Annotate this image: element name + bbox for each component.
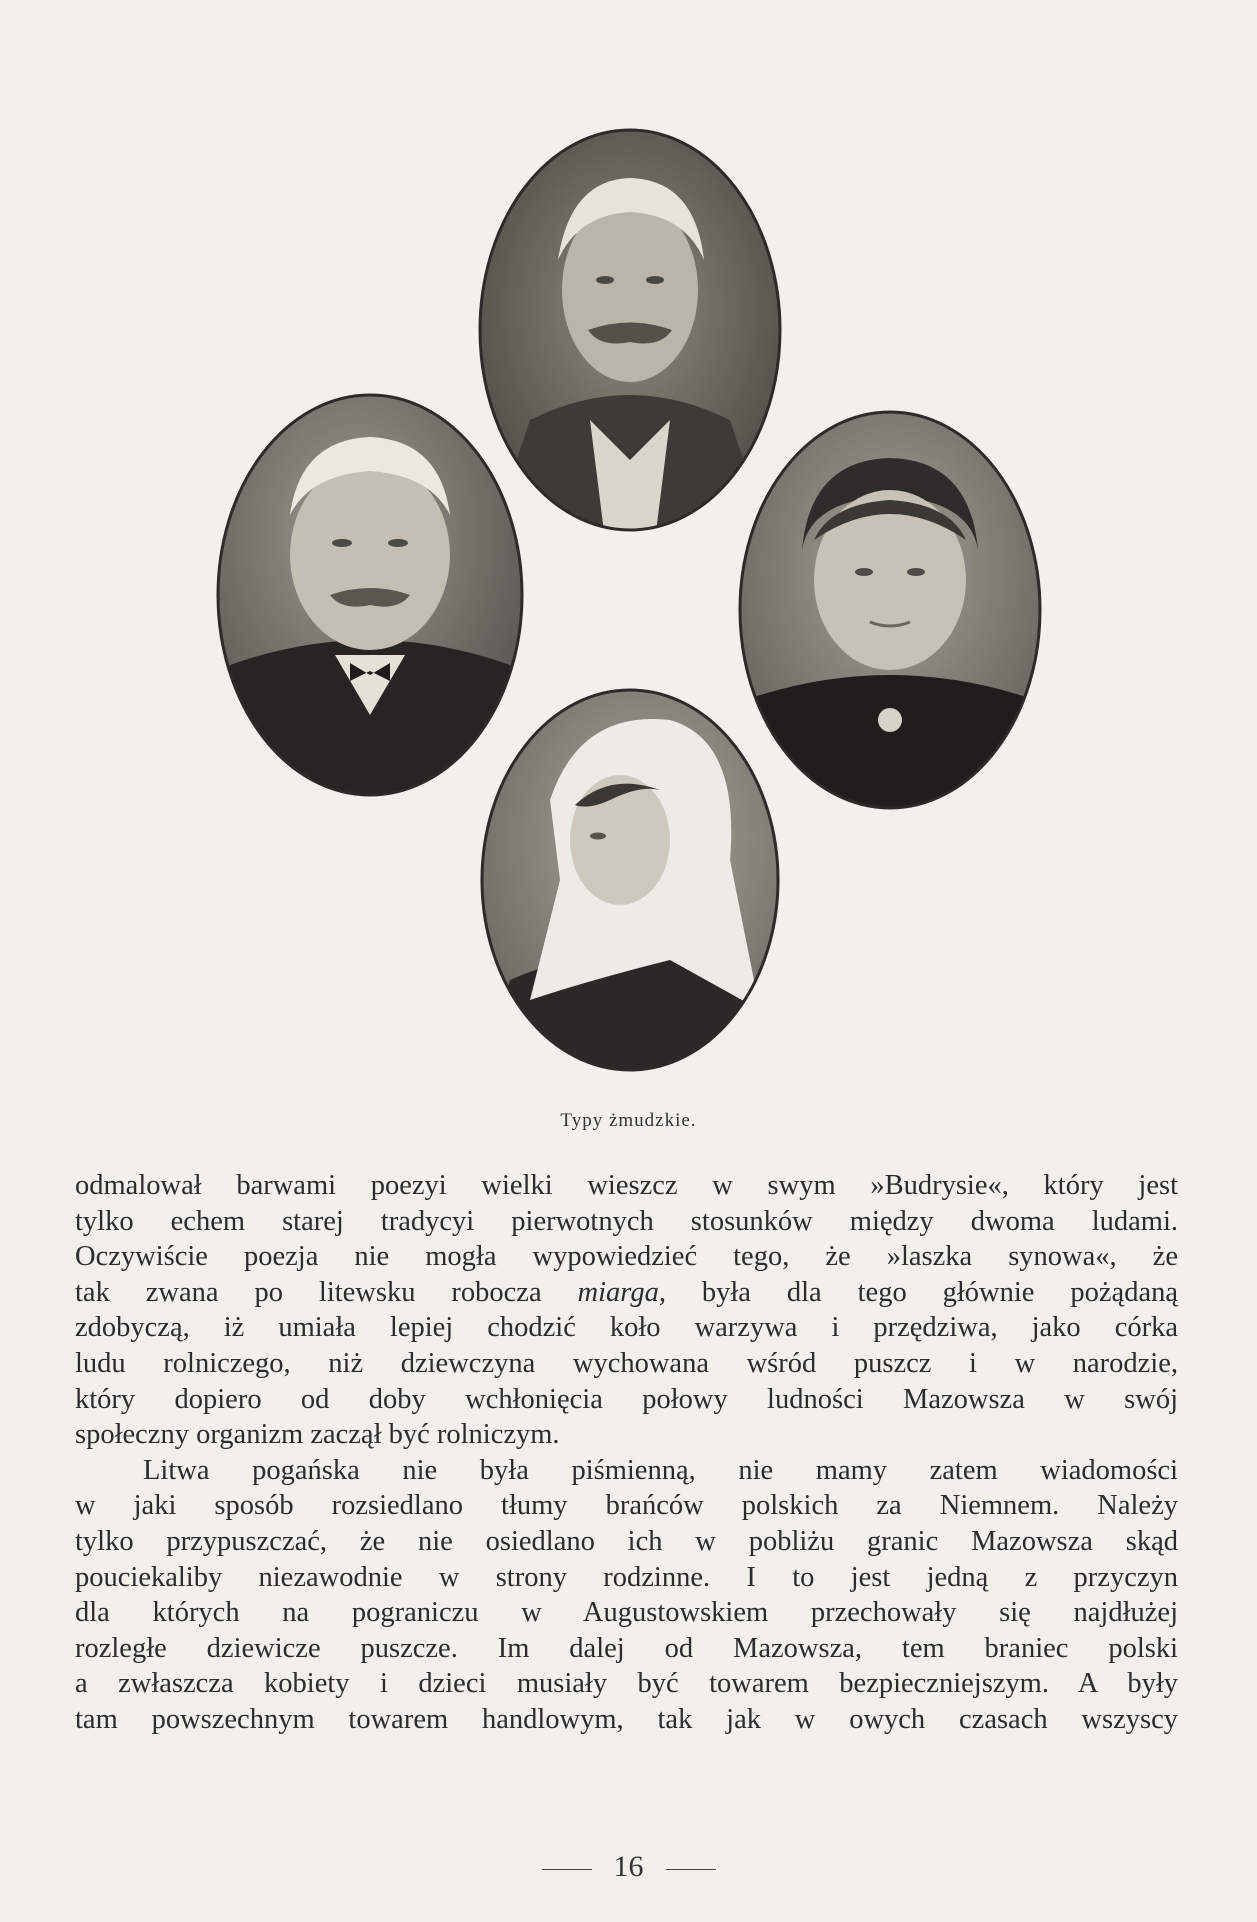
text-line: Oczywiście poezja nie mogła wypowiedzieć tego, że »laszka synowa«, że: [75, 1241, 1178, 1273]
portrait-plate: [200, 120, 1060, 1080]
oval-portrait-bottom-image: [470, 680, 790, 1080]
folio-dash-left: [542, 1869, 592, 1870]
italic-term: miarga: [577, 1276, 659, 1308]
text-line: tam powszechnym towarem handlowym, tak jak w owych czasach wszyscy: [75, 1703, 1178, 1735]
text-line: pouciekaliby niezawodnie w strony rodzinne. I to jest jedną z przyczyn: [75, 1561, 1178, 1593]
text-line: Litwa pogańska nie była piśmienną, nie mamy zatem wiadomości: [143, 1454, 1178, 1486]
text-line: który dopiero od doby wchłonięcia połowy ludności Mazowsza w swój: [75, 1383, 1178, 1415]
text-line: a zwłaszcza kobiety i dzieci musiały być towarem bezpieczniejszym. A były: [75, 1668, 1178, 1700]
text-line: odmalował barwami poezyi wielki wieszcz w swym »Budrysie«, który jest: [75, 1170, 1178, 1201]
text-line: zdobyczą, iż umiała lepiej chodzić koło warzywa i przędziwa, jako córka: [75, 1312, 1178, 1344]
text-line: rozległe dziewicze puszcze. Im dalej od Mazowsza, tem braniec polski: [75, 1632, 1178, 1664]
text-line: społeczny organizm zaczął być rolniczym.: [75, 1419, 560, 1451]
page-number: [0, 1850, 1257, 1884]
page-number-value: 16: [613, 1850, 644, 1883]
figure-caption: Typy żmudzkie.: [560, 1110, 697, 1131]
text-line: w jaki sposób rozsiedlano tłumy brańców polskich za Niemnem. Należy: [75, 1490, 1178, 1522]
body-text: [75, 1168, 1178, 1738]
folio-dash-right: [666, 1869, 716, 1870]
text-line: tylko przypuszczać, że nie osiedlano ich w pobliżu granic Mazowsza skąd: [75, 1525, 1178, 1557]
text-line: ludu rolniczego, niż dziewczyna wychowana wśród puszcz i w narodzie,: [75, 1347, 1178, 1379]
text-line: tak zwana po litewsku robocza miarga, była dla tego głównie pożądaną: [75, 1276, 1178, 1308]
text-line: dla których na pograniczu w Augustowskiem przechowały się najdłużej: [75, 1597, 1178, 1629]
text-line: tylko echem starej tradycyi pierwotnych stosunków między dwoma ludami.: [75, 1205, 1178, 1237]
portrait-bottom: [470, 680, 790, 1080]
